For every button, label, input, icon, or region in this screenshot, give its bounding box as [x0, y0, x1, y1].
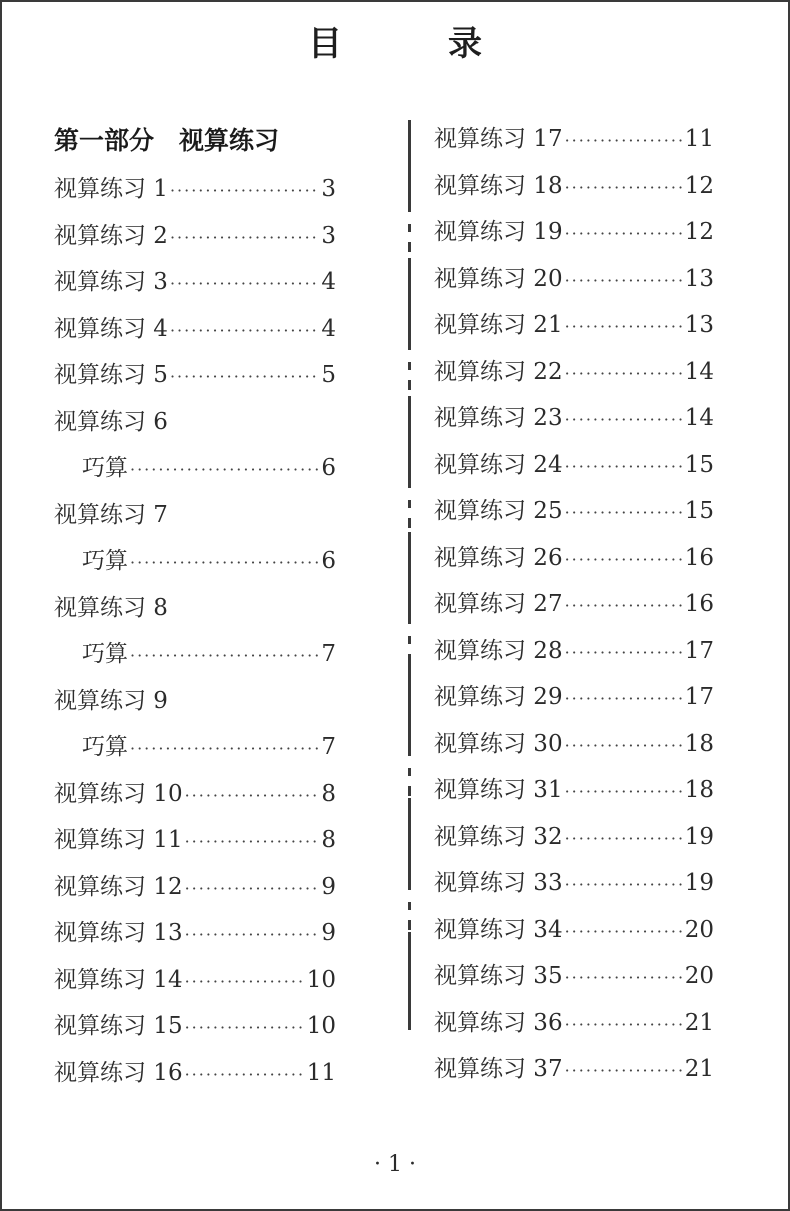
toc-entry	[434, 535, 714, 582]
toc-leader-dots	[185, 1005, 305, 1052]
toc-entry	[434, 256, 714, 303]
toc-entry-page: 20	[684, 916, 714, 943]
toc-leader-dots	[185, 866, 320, 913]
toc-entry-label: 视算练习 4	[54, 315, 168, 342]
toc-entry-page: 4	[321, 269, 336, 295]
toc-leader-dots	[170, 308, 319, 355]
column-divider	[408, 120, 411, 1030]
toc-leader-dots	[565, 304, 683, 351]
toc-entry-label: 视算练习 2	[54, 222, 168, 249]
toc-entry-page: 16	[684, 544, 714, 571]
toc-entry	[54, 817, 336, 864]
toc-entry	[54, 864, 336, 911]
toc-entry-label: 视算练习 34	[434, 916, 563, 943]
toc-entry-page: 12	[684, 172, 714, 199]
toc-leader-dots	[565, 816, 683, 863]
toc-entry	[54, 399, 336, 446]
toc-leader-dots	[565, 630, 683, 677]
toc-entry-page: 8	[321, 827, 336, 853]
toc-entry	[54, 445, 336, 492]
toc-entry	[434, 442, 714, 489]
toc-entry-label: 视算练习 37	[434, 1056, 563, 1082]
toc-entry-label: 视算练习 18	[434, 172, 563, 199]
toc-entry	[54, 678, 336, 725]
toc-entry-page: 16	[684, 591, 714, 617]
toc-leader-dots	[565, 258, 683, 305]
toc-entry-page: 3	[321, 176, 336, 202]
toc-entry-page: 17	[684, 684, 714, 710]
toc-entry	[434, 814, 714, 861]
toc-leader-dots	[185, 773, 320, 820]
toc-leader-dots	[130, 633, 319, 680]
toc-entry	[434, 488, 714, 535]
toc-entry	[54, 1050, 336, 1097]
toc-entry	[434, 628, 714, 675]
toc-entry-page: 19	[684, 870, 714, 896]
toc-entry-label: 视算练习 10	[54, 780, 183, 807]
toc-leader-dots	[565, 118, 683, 165]
toc-entry-label: 视算练习 11	[54, 827, 183, 853]
toc-entry-label: 视算练习 19	[434, 219, 563, 245]
toc-entry-page: 10	[306, 966, 336, 993]
toc-entry-page: 9	[321, 920, 336, 946]
toc-entry-label: 视算练习 8	[54, 594, 168, 621]
toc-entry-label: 视算练习 7	[54, 501, 168, 528]
toc-leader-dots	[565, 444, 683, 491]
toc-entry-label: 视算练习 21	[434, 312, 563, 338]
toc-entry-label: 视算练习 14	[54, 966, 183, 993]
toc-leader-dots	[565, 955, 683, 1002]
toc-entry-label: 视算练习 3	[54, 269, 168, 295]
toc-leader-dots	[565, 397, 683, 444]
left-entry-list	[54, 166, 336, 1096]
toc-entry-page: 11	[684, 126, 714, 152]
toc-entry-label: 视算练习 17	[434, 126, 563, 152]
toc-leader-dots	[565, 211, 683, 258]
toc-leader-dots	[565, 723, 683, 770]
toc-entry-page: 12	[684, 219, 714, 245]
toc-entry-label: 视算练习 23	[434, 405, 563, 431]
toc-entry	[54, 585, 336, 632]
toc-entry-label: 视算练习 12	[54, 873, 183, 900]
page-title: 目 录	[308, 24, 518, 64]
toc-leader-dots	[565, 862, 683, 909]
toc-entry	[434, 302, 714, 349]
toc-leader-dots	[565, 1002, 683, 1049]
toc-entry-page: 7	[321, 734, 336, 760]
toc-entry-page: 10	[306, 1013, 336, 1039]
toc-entry	[54, 259, 336, 306]
toc-entry-page: 21	[684, 1056, 714, 1082]
toc-entry	[434, 721, 714, 768]
toc-entry	[434, 860, 714, 907]
toc-entry	[434, 581, 714, 628]
toc-entry-page: 15	[684, 498, 714, 524]
toc-leader-dots	[185, 1052, 305, 1099]
toc-leader-dots	[565, 351, 683, 398]
toc-leader-dots	[185, 819, 320, 866]
toc-entry-page: 14	[684, 358, 714, 385]
toc-entry	[54, 213, 336, 260]
toc-entry	[54, 957, 336, 1004]
toc-entry	[54, 538, 336, 585]
toc-leader-dots	[170, 261, 319, 308]
toc-entry-page: 8	[321, 780, 336, 807]
toc-entry	[434, 349, 714, 396]
toc-entry	[54, 492, 336, 539]
toc-leader-dots	[565, 583, 683, 630]
toc-entry-label: 视算练习 20	[434, 265, 563, 292]
toc-entry-page: 13	[684, 265, 714, 292]
toc-leader-dots	[565, 165, 683, 212]
toc-entry-label: 视算练习 6	[54, 408, 168, 435]
left-column	[54, 116, 336, 1096]
toc-entry-label: 视算练习 13	[54, 920, 183, 946]
toc-entry	[54, 352, 336, 399]
toc-entry	[434, 1000, 714, 1047]
toc-entry-label: 视算练习 26	[434, 544, 563, 571]
toc-entry-page: 21	[684, 1009, 714, 1036]
toc-leader-dots	[130, 726, 319, 773]
toc-entry	[54, 631, 336, 678]
toc-entry-label: 巧算	[82, 548, 128, 574]
toc-entry-page: 17	[684, 637, 714, 664]
toc-entry	[54, 306, 336, 353]
toc-entry	[434, 767, 714, 814]
toc-entry	[434, 674, 714, 721]
toc-entry-label: 视算练习 33	[434, 870, 563, 896]
toc-entry	[434, 163, 714, 210]
toc-entry-page: 18	[684, 730, 714, 757]
toc-entry-label: 视算练习 35	[434, 963, 563, 989]
toc-leader-dots	[130, 540, 319, 587]
toc-entry-label: 视算练习 16	[54, 1059, 183, 1086]
toc-entry-label: 视算练习 5	[54, 362, 168, 388]
toc-entry-label: 视算练习 32	[434, 823, 563, 850]
right-column	[434, 116, 714, 1093]
toc-leader-dots	[565, 676, 683, 723]
toc-leader-dots	[185, 912, 320, 959]
toc-entry-label: 视算练习 24	[434, 451, 563, 478]
toc-leader-dots	[565, 537, 683, 584]
toc-entry	[54, 910, 336, 957]
toc-entry	[434, 395, 714, 442]
toc-entry-label: 巧算	[82, 734, 128, 760]
toc-entry-label: 巧算	[82, 641, 128, 667]
toc-leader-dots	[185, 959, 305, 1006]
toc-entry-label: 巧算	[82, 455, 128, 481]
toc-entry-label: 视算练习 30	[434, 730, 563, 757]
toc-entry-page: 13	[684, 312, 714, 338]
toc-leader-dots	[565, 909, 683, 956]
toc-entry-label: 视算练习 31	[434, 777, 563, 803]
toc-entry-page: 7	[321, 641, 336, 667]
toc-leader-dots	[170, 215, 319, 262]
toc-leader-dots	[565, 1048, 683, 1095]
toc-entry	[434, 116, 714, 163]
toc-leader-dots	[565, 769, 683, 816]
toc-entry-page: 3	[321, 222, 336, 249]
toc-entry-label: 视算练习 25	[434, 498, 563, 524]
toc-entry-page: 15	[684, 451, 714, 478]
toc-entry-page: 11	[306, 1059, 336, 1086]
toc-entry-page: 5	[321, 362, 336, 388]
toc-entry	[54, 166, 336, 213]
toc-entry	[434, 907, 714, 954]
toc-entry-label: 视算练习 28	[434, 637, 563, 664]
page-number: · 1 ·	[374, 1152, 416, 1177]
toc-entry-page: 9	[321, 873, 336, 900]
toc-entry	[54, 724, 336, 771]
toc-leader-dots	[565, 490, 683, 537]
toc-entry-page: 4	[321, 315, 336, 342]
toc-leader-dots	[170, 168, 319, 215]
toc-entry-page: 6	[321, 548, 336, 574]
toc-entry	[434, 209, 714, 256]
toc-entry-page: 20	[684, 963, 714, 989]
toc-entry-label: 视算练习 22	[434, 358, 563, 385]
toc-entry-label: 视算练习 9	[54, 687, 168, 714]
section-heading: 第一部分 视算练习	[54, 126, 280, 155]
toc-entry	[434, 953, 714, 1000]
toc-leader-dots	[130, 447, 319, 494]
toc-entry-page: 14	[684, 405, 714, 431]
toc-entry-label: 视算练习 36	[434, 1009, 563, 1036]
toc-entry	[54, 771, 336, 818]
toc-entry-label: 视算练习 29	[434, 684, 563, 710]
toc-entry-page: 19	[684, 823, 714, 850]
toc-entry-page: 18	[684, 777, 714, 803]
toc-entry	[54, 1003, 336, 1050]
toc-entry-page: 6	[321, 455, 336, 481]
toc-entry-label: 视算练习 1	[54, 176, 168, 202]
toc-entry	[434, 1046, 714, 1093]
toc-entry-label: 视算练习 27	[434, 591, 563, 617]
toc-entry-label: 视算练习 15	[54, 1013, 183, 1039]
right-entry-list	[434, 116, 714, 1093]
toc-leader-dots	[170, 354, 319, 401]
